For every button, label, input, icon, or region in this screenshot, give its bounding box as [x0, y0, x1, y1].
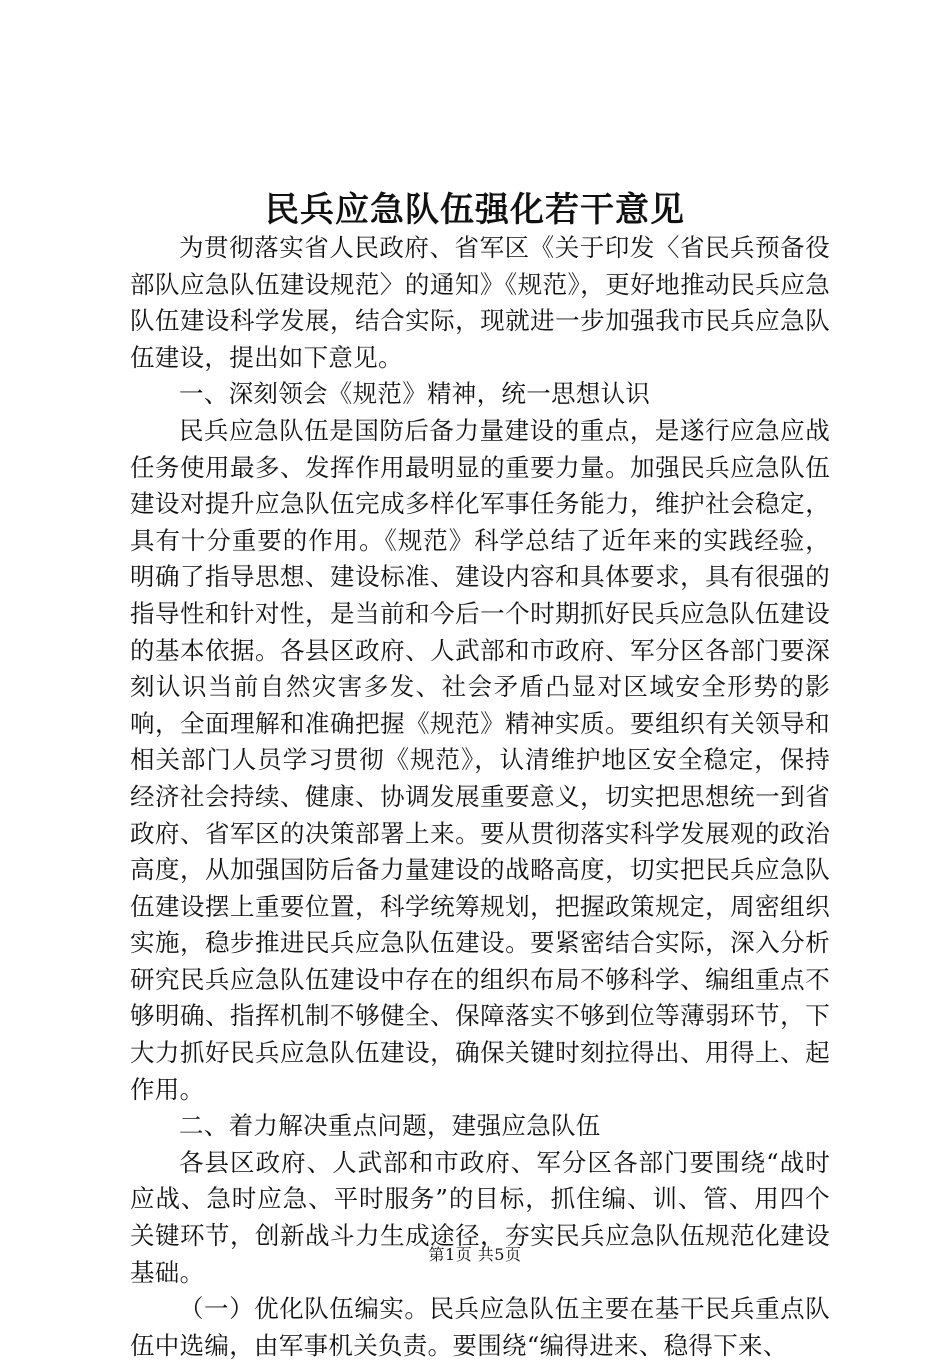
- section-heading-1: 一、深刻领会《规范》精神，统一思想认识: [179, 379, 651, 409]
- document-title: 民兵应急队伍强化若干意见: [265, 190, 685, 230]
- section-heading-2: 二、着力解决重点问题，建强应急队伍: [179, 1111, 601, 1141]
- subsection-1-paragraph: （一）优化队伍编实。民兵应急队伍主要在基干民兵重点队伍中选编，由军事机关负责。要围绕“编得进来、稳得下来、: [130, 1294, 830, 1360]
- document-body: [130, 230, 830, 1364]
- section-1-paragraph: 民兵应急队伍是国防后备力量建设的重点，是遂行应急应战任务使用最多、发挥作用最明显的重要力量。加强民兵应急队伍建设对提升应急队伍完成多样化军事任务能力，维护社会稳定，具有十分重要的作用。《规范》科学总结了近年来的实践经验，明确了指导思想、建设标准、建设内容和具体要求，具有很强的指导性和针对性，是当前和今后一个时期抓好民兵应急队伍建设的基本依据。各县区政府、人武部和市政府、军分区各部门要深刻认识当前自然灾害多发、社会矛盾凸显对区域安全形势的影响，全面理解和准确把握《规范》精神实质。要组织有关领导和相关部门人员学习贯彻《规范》，认清维护地区安全稳定，保持经济社会持续、健康、协调发展重要意义，切实把思想统一到省政府、省军区的决策部署上来。要从贯彻落实科学发展观的政治高度，从加强国防后备力量建设的战略高度，切实把民兵应急队伍建设摆上重要位置，科学统筹规划，把握政策规定，周密组织实施，稳步推进民兵应急队伍建设。要紧密结合实际，深入分析研究民兵应急队伍建设中存在的组织布局不够科学、编组重点不够明确、指挥机制不够健全、保障落实不够到位等薄弱环节，下大力抓好民兵应急队伍建设，确保关键时刻拉得出、用得上、起作用。: [130, 415, 830, 1104]
- intro-paragraph: 为贯彻落实省人民政府、省军区《关于印发〈省民兵预备役部队应急队伍建设规范〉的通知》《规范》，更好地推动民兵应急队伍建设科学发展，结合实际，现就进一步加强我市民兵应急队伍建设，提出如下意见。: [130, 233, 830, 372]
- page-number-footer: 第1页 共5页: [428, 1245, 522, 1264]
- section-2-paragraph: 各县区政府、人武部和市政府、军分区各部门要围绕“战时应战、急时应急、平时服务”的目标，抓住编、训、管、用四个关键环节，创新战斗力生成途径，夯实民兵应急队伍规范化建设基础。: [130, 1147, 830, 1287]
